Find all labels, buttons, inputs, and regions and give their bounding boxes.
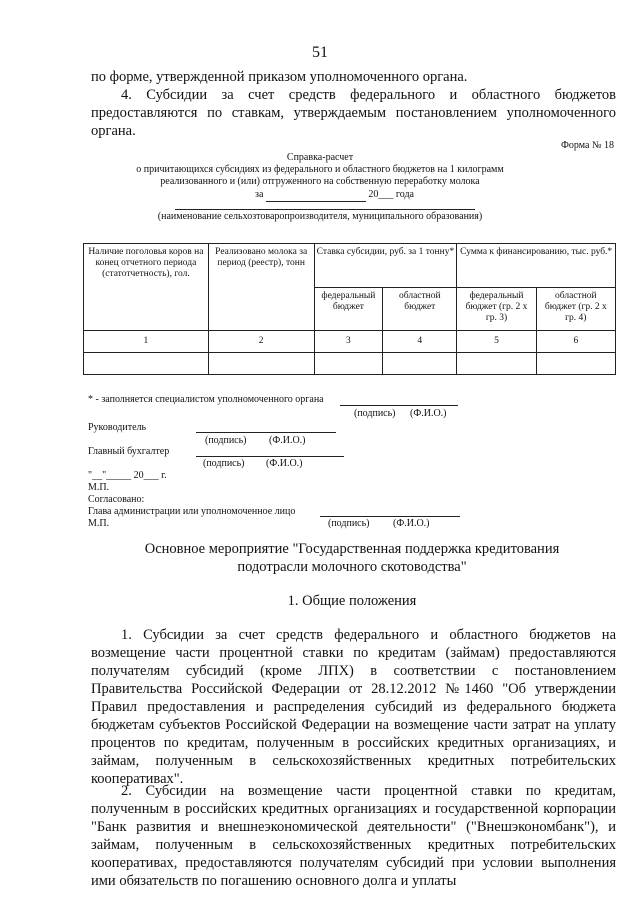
header-reg-budget: областной бюджет — [383, 288, 457, 331]
footnote: * - заполняется специалистом уполномоченного органа — [88, 394, 324, 405]
glava-podpis: (подпись) — [328, 518, 370, 529]
col-number: 5 — [457, 331, 536, 353]
date-line: "__"_____ 20___ г. — [88, 470, 167, 481]
col-number: 6 — [536, 331, 615, 353]
soglasovano-label: Согласовано: — [88, 494, 145, 505]
col-number: 2 — [208, 331, 314, 353]
rukovoditel-line — [196, 432, 336, 433]
section-subheading: 1. Общие положения — [287, 593, 417, 609]
glavbuh-line — [196, 456, 344, 457]
section-heading-2: подотрасли молочного скотоводства" — [237, 559, 467, 575]
section-paragraph-1: 1. Субсидии за счет средств федерального и областного бюджетов на возмещение части процентной ставки по кредитам (займам) предоставляются получателям субсидий (кроме ЛПХ) в соответствии с постановлением Правительства Российской Федерации от 28.12.2012 №1460 "Об утверждении Правил предоставления и распределения субсидий из федерального бюджета бюджетам субъектов Российской Федерации на возмещение части затрат на уплату процентов по кредитам, полученным в российских кредитных организациях, и займам, полученным в сельскохозяйственных кредитных потребительских кооперативах". — [91, 627, 616, 787]
rukovoditel-fio: (Ф.И.О.) — [269, 435, 306, 446]
glavbuh-fio: (Ф.И.О.) — [266, 458, 303, 469]
header-fed-budget-calc: федеральный бюджет (гр. 2 х гр. 3) — [457, 288, 536, 331]
glavbuh-label: Главный бухгалтер — [88, 446, 170, 457]
glavbuh-podpis: (подпись) — [203, 458, 245, 469]
form-number: Форма № 18 — [561, 140, 614, 151]
form-subtitle-1: о причитающихся субсидиях из федерального и областного бюджетов на 1 килограмм — [136, 164, 504, 175]
mp2-label: М.П. — [88, 518, 110, 529]
empty-cell — [457, 353, 536, 375]
empty-cell — [84, 353, 209, 375]
glava-line — [320, 516, 460, 517]
rukovoditel-label: Руководитель — [88, 422, 147, 433]
form-za — [255, 189, 414, 202]
header-fed-budget: федеральный бюджет — [314, 288, 383, 331]
footnote-podpis: (подпись) — [354, 408, 396, 419]
form-subtitle-2: реализованного и (или) отгруженного на собственную переработку молока — [160, 176, 480, 187]
year-suffix: 20___ года — [368, 189, 414, 200]
za-label: за — [255, 189, 264, 200]
glava-label: Глава администрации или уполномоченное лицо — [88, 506, 296, 517]
header-sum: Сумма к финансированию, тыс. руб.* — [457, 244, 616, 288]
col-number: 1 — [84, 331, 209, 353]
header-col2: Реализовано молока за период (реестр), тонн — [208, 244, 314, 331]
rukovoditel-podpis: (подпись) — [205, 435, 247, 446]
paragraph-4: 4. Субсидии за счет средств федерального и областного бюджетов предоставляются по ставкам, утверждаемым постановлением уполномоченного органа. — [91, 87, 616, 139]
empty-cell — [208, 353, 314, 375]
mp-label: М.П. — [88, 482, 110, 493]
glava-fio: (Ф.И.О.) — [393, 518, 430, 529]
org-caption: (наименование сельхозтоваропроизводителя, муниципального образования) — [157, 211, 483, 222]
form-title: Справка-расчет — [286, 152, 354, 163]
col-number: 4 — [383, 331, 457, 353]
header-rate: Ставка субсидии, руб. за 1 тонну* — [314, 244, 457, 288]
period-blank — [266, 189, 366, 202]
empty-cell — [314, 353, 383, 375]
intro-line: по форме, утвержденной приказом уполномоченного органа. — [91, 69, 468, 85]
empty-cell — [536, 353, 615, 375]
section-heading-1: Основное мероприятие "Государственная поддержка кредитования — [144, 541, 560, 557]
col-number: 3 — [314, 331, 383, 353]
org-line — [175, 209, 475, 210]
header-reg-budget-calc: областной бюджет (гр. 2 х гр. 4) — [536, 288, 615, 331]
section-paragraph-2: 2. Субсидии на возмещение части процентной ставки по кредитам, полученным в российских кредитных организациях и государственной корпорации "Банк развития и внешнеэкономической деятельности" ("Внешэкономбанк"), и займам, полученным в сельскохозяйственных кредитных потребительских кооперативах, предоставляются получателям субсидий при условии выполнения ими обязательств по погашению основного долга и уплаты — [91, 783, 616, 889]
footnote-line — [340, 405, 458, 406]
header-col1: Наличие поголовья коров на конец отчетного периода (статотчетность), гол. — [84, 244, 209, 331]
footnote-fio: (Ф.И.О.) — [410, 408, 447, 419]
calculation-table — [83, 243, 616, 375]
page-number: 51 — [312, 44, 328, 61]
empty-cell — [383, 353, 457, 375]
